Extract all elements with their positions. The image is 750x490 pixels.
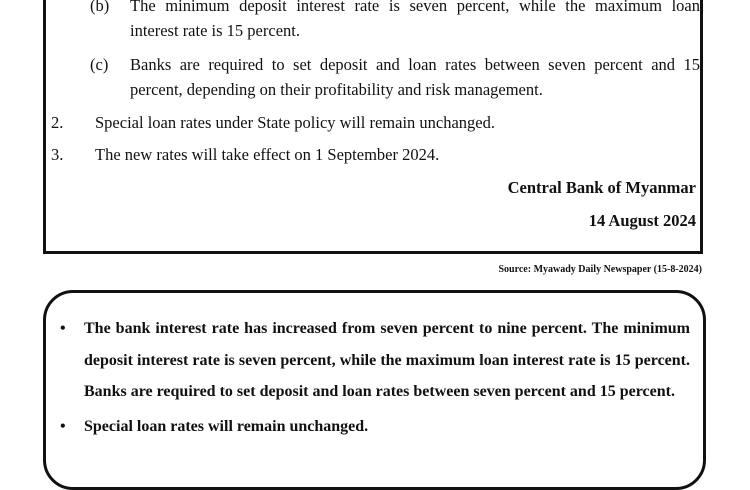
summary-bullet-text: Special loan rates will remain unchanged.	[84, 417, 369, 435]
summary-bullet-list	[60, 313, 690, 442]
item-c-line-2: percent, depending on their profitability and risk management.	[130, 80, 543, 99]
item-b-marker: (b)	[90, 0, 110, 15]
item-b-line-1: The minimum deposit interest rate is seven percent, while the maximum loan	[130, 0, 700, 15]
item-c-marker: (c)	[90, 55, 109, 74]
bullet-icon: •	[60, 417, 66, 435]
item-c-line-1: Banks are required to set deposit and loan rates between seven percent and 15	[130, 55, 700, 74]
summary-box	[43, 290, 706, 490]
item-3-number: 3.	[51, 145, 64, 164]
item-3-text: The new rates will take effect on 1 September 2024.	[95, 145, 440, 164]
notice-date: 14 August 2024	[588, 211, 696, 230]
item-2-text: Special loan rates under State policy will remain unchanged.	[95, 113, 495, 132]
bullet-icon: •	[60, 320, 66, 337]
item-b-line-2: interest rate is 15 percent.	[130, 21, 300, 40]
summary-bullet	[60, 411, 690, 443]
source-citation: Source: Myawady Daily Newspaper (15-8-2024)	[498, 264, 702, 275]
summary-bullet-text: The bank interest rate has increased from seven percent to nine percent. The minimum deposit interest rate is seven percent, while the maximum loan interest rate is 15 percent. Banks are required to set deposit and loan rates between seven percent and 15 percent.	[84, 320, 690, 400]
summary-bullet	[60, 313, 690, 408]
item-2-number: 2.	[51, 113, 64, 132]
signatory: Central Bank of Myanmar	[507, 178, 696, 197]
official-notice-box	[43, 0, 703, 254]
